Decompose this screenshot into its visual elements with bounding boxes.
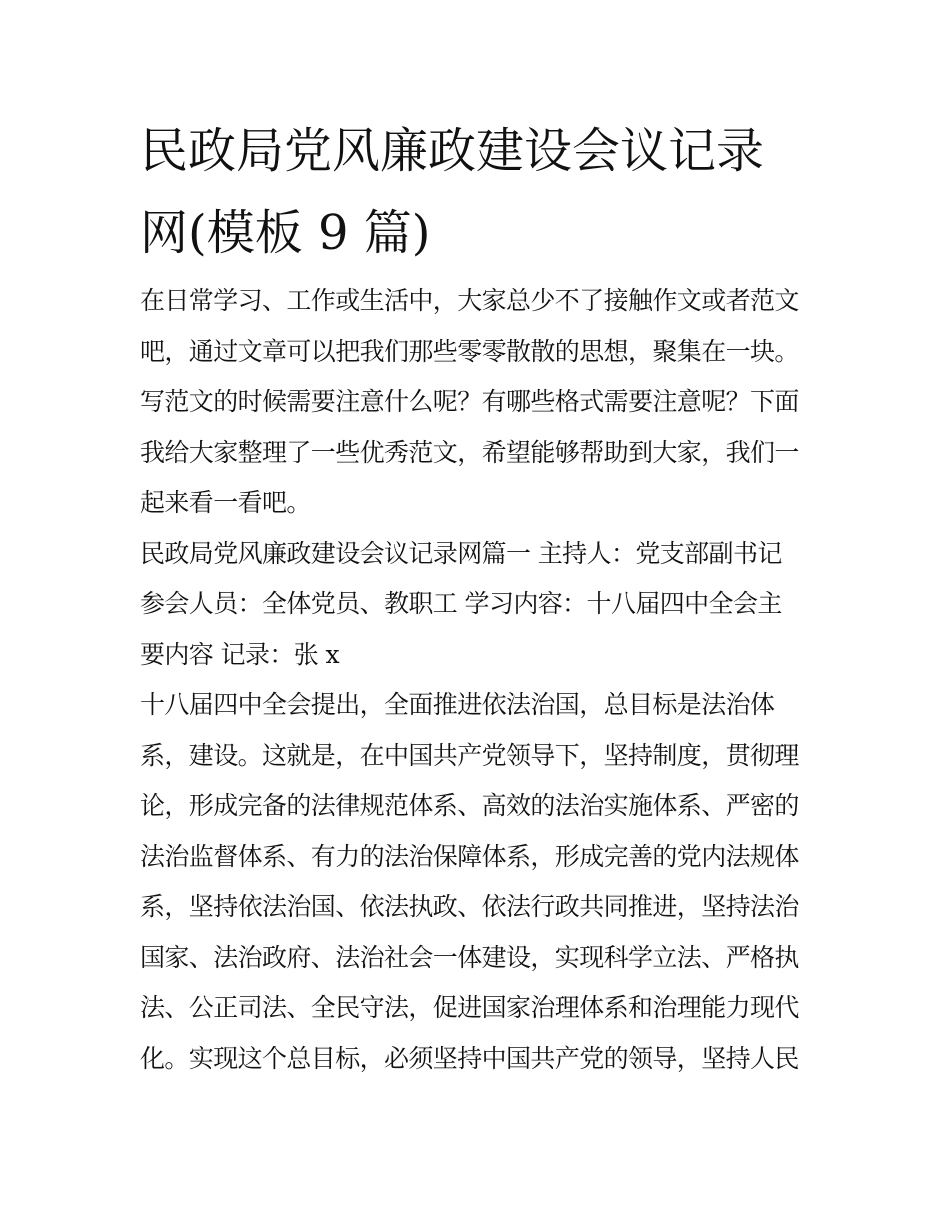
text-line: 我给大家整理了一些优秀范文，希望能够帮助到大家，我们一 (140, 437, 799, 467)
intro-paragraph (140, 276, 820, 529)
text-line: 化。实现这个总目标，必须坚持中国共产党的领导，坚持人民 (140, 1043, 799, 1073)
text-line: 系，建设。这就是，在中国共产党领导下，坚持制度，贯彻理 (140, 740, 799, 770)
meeting-info-paragraph (140, 529, 820, 681)
text-line: 民政局党风廉政建设会议记录网篇一 主持人：党支部副书记 (140, 538, 782, 568)
text-line: 吧，通过文章可以把我们那些零零散散的思想，聚集在一块。 (140, 336, 799, 366)
title-line-2: 网(模板 9 篇) (140, 205, 431, 261)
text-line: 要内容 记录：张 x (140, 639, 339, 669)
title-line-1: 民政局党风廉政建设会议记录 (140, 123, 765, 179)
text-line: 论，形成完备的法律规范体系、高效的法治实施体系、严密的 (140, 791, 799, 820)
text-line: 法治监督体系、有力的法治保障体系，形成完善的党内法规体 (140, 841, 799, 871)
text-line: 在日常学习、工作或生活中，大家总少不了接触作文或者范文 (140, 286, 799, 315)
text-line: 国家、法治政府、法治社会一体建设，实现科学立法、严格执 (140, 942, 799, 972)
text-line: 写范文的时候需要注意什么呢？有哪些格式需要注意呢？下面 (140, 387, 799, 416)
content-paragraph (140, 680, 820, 1084)
document-body (140, 276, 820, 1084)
text-line: 系，坚持依法治国、依法执政、依法行政共同推进，坚持法治 (140, 892, 799, 921)
text-line: 起来看一看吧。 (140, 488, 311, 517)
text-line: 十八届四中全会提出，全面推进依法治国，总目标是法治体 (140, 690, 775, 719)
text-line: 法、公正司法、全民守法，促进国家治理体系和治理能力现代 (140, 993, 799, 1022)
text-line: 参会人员：全体党员、教职工 学习内容：十八届四中全会主 (140, 589, 782, 618)
document-title (140, 110, 830, 274)
